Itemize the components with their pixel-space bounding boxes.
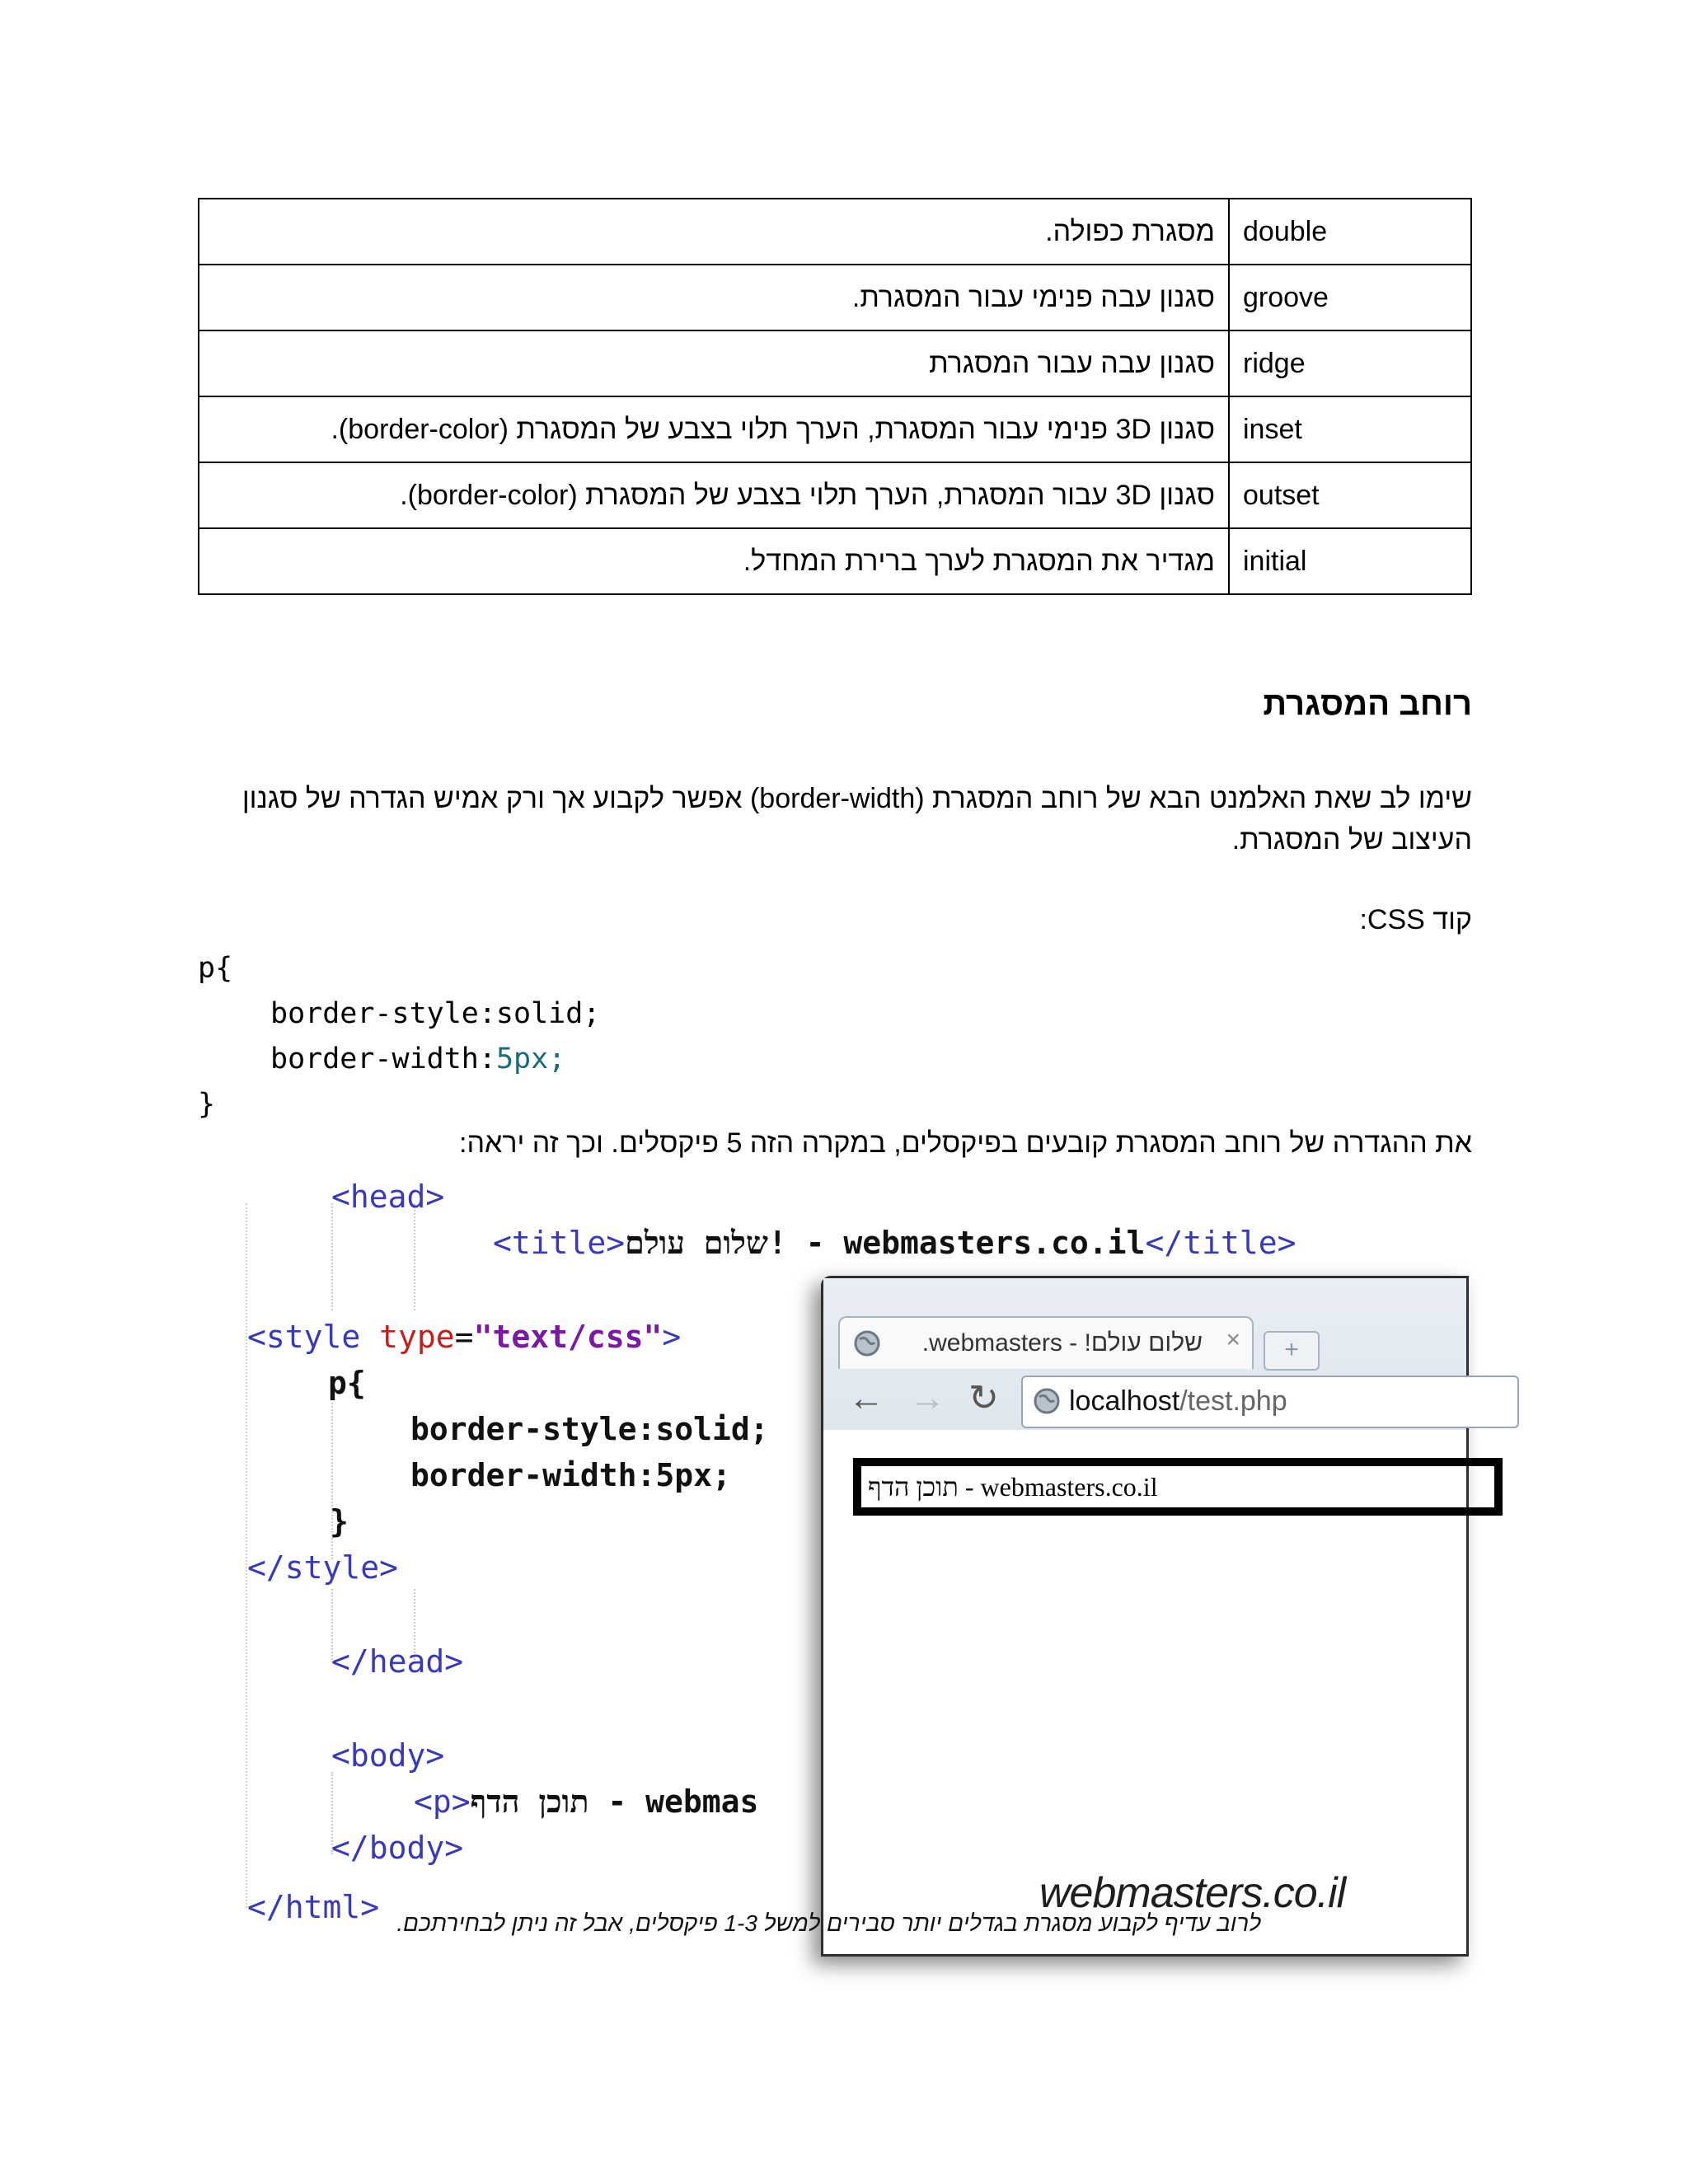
address-url	[1069, 1385, 1287, 1418]
intro-paragraph: שימו לב שאת האלמנט הבא של רוחב המסגרת (border-width) אפשר לקבוע אך ורק אמיש הגדרה של סגנון העיצוב של המסגרת.	[241, 783, 1472, 855]
table-row	[199, 396, 1471, 462]
code-line-border-width: border-width:5px;	[410, 1457, 731, 1493]
globe-icon	[1033, 1387, 1061, 1415]
style-equals: =	[454, 1319, 474, 1355]
code-label: קוד CSS:	[1359, 904, 1472, 935]
row-description: סגנון עבה פנימי עבור המסגרת.	[199, 265, 1229, 330]
row-keyword: outset	[1229, 462, 1471, 528]
row-description: סגנון עבה עבור המסגרת	[199, 330, 1229, 396]
bordered-paragraph-text: תוכן הדף - webmasters.co.il	[868, 1472, 1158, 1502]
row-description: סגנון 3D עבור המסגרת, הערך תלוי בצבע של המסגרת (border-color).	[199, 462, 1229, 528]
back-arrow-icon[interactable]: ←	[848, 1378, 884, 1418]
title-text: שלום עולם! - webmasters.co.il	[625, 1225, 1146, 1261]
code-border-style: border-style:solid;	[270, 997, 601, 1030]
code-line-selector: p{	[328, 1365, 366, 1401]
title-open-tag: <title>	[493, 1225, 626, 1261]
after-code-paragraph: את ההגדרה של רוחב המסגרת קובעים בפיקסלים, במקרה הזה 5 פיקסלים. וכך זה יראה:	[459, 1127, 1472, 1159]
css-code-block	[198, 946, 600, 1127]
figure-caption: לרוב עדיף לקבוע מסגרת בגדלים יותר סבירים למשל 1-3 פיקסלים, אבל זה ניתן לבחירתכם.	[396, 1910, 1261, 1936]
code-line-body-close: </body>	[331, 1830, 464, 1866]
table-row	[199, 199, 1471, 265]
style-open-bracket: >	[662, 1319, 682, 1355]
table-row	[199, 265, 1471, 330]
row-description: מגדיר את המסגרת לערך ברירת המחדל.	[199, 528, 1229, 594]
table-body	[199, 199, 1471, 594]
row-keyword: initial	[1229, 528, 1471, 594]
code-line-close-brace: }	[330, 1503, 349, 1540]
url-host: localhost	[1069, 1385, 1180, 1417]
p-open-tag: <p>	[414, 1783, 471, 1820]
close-icon[interactable]: ×	[1226, 1326, 1240, 1353]
url-path: /test.php	[1179, 1385, 1287, 1417]
row-keyword: inset	[1229, 396, 1471, 462]
style-attribute-value: "text/css"	[473, 1319, 663, 1355]
row-keyword: groove	[1229, 265, 1471, 330]
table-row	[199, 462, 1471, 528]
row-keyword: ridge	[1229, 330, 1471, 396]
code-line-paragraph	[414, 1779, 758, 1825]
code-line-style-open	[247, 1314, 681, 1360]
bordered-paragraph	[853, 1458, 1503, 1516]
style-open-tag: <style	[247, 1319, 380, 1355]
code-line-title	[493, 1220, 1296, 1266]
code-line-head: <head>	[331, 1179, 445, 1215]
code-selector: p{	[198, 952, 233, 985]
code-line-html-close: </html>	[247, 1889, 380, 1925]
code-line-head-close: </head>	[331, 1643, 464, 1680]
code-close-brace: }	[198, 1088, 216, 1121]
browser-toolbar	[823, 1278, 1466, 1430]
code-line-body-open: <body>	[331, 1737, 445, 1774]
section-heading: רוחב המסגרת	[1263, 686, 1472, 722]
table-row	[199, 330, 1471, 396]
browser-tab[interactable]	[838, 1316, 1254, 1369]
browser-window	[821, 1276, 1469, 1957]
tab-title: שלום עולם! - webmasters.	[921, 1329, 1203, 1357]
code-border-width	[198, 1037, 600, 1082]
style-attribute: type	[379, 1319, 455, 1355]
code-line-border-style: border-style:solid;	[410, 1411, 769, 1447]
code-line-style-close: </style>	[247, 1549, 399, 1586]
code-property-value: 5px;	[495, 1043, 566, 1076]
address-bar[interactable]	[1021, 1376, 1519, 1428]
border-style-table	[198, 198, 1472, 595]
row-description: מסגרת כפולה.	[199, 199, 1229, 265]
table-row	[199, 528, 1471, 594]
row-keyword: double	[1229, 199, 1471, 265]
watermark-logo: webmasters.co.il	[1039, 1869, 1346, 1917]
row-description: סגנון 3D פנימי עבור המסגרת, הערך תלוי בצבע של המסגרת (border-color).	[199, 396, 1229, 462]
reload-icon[interactable]: ↻	[968, 1378, 999, 1418]
new-tab-button[interactable]: +	[1264, 1331, 1320, 1371]
globe-icon	[853, 1329, 881, 1357]
code-property-name: border-width:	[270, 1043, 496, 1076]
forward-arrow-icon[interactable]: →	[909, 1378, 945, 1418]
title-close-tag: </title>	[1145, 1225, 1296, 1261]
p-text: תוכן הדף - webmas	[470, 1783, 759, 1820]
